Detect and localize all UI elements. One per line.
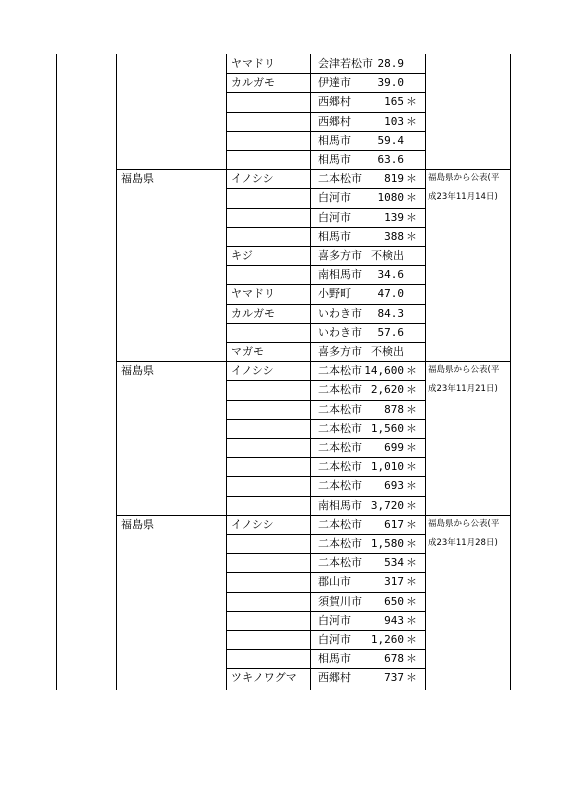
- exceed-mark: ＊: [406, 537, 417, 550]
- city-cell: 須賀川市: [318, 594, 362, 608]
- species-cell: カルガモ: [231, 306, 275, 320]
- species-cell: ツキノワグマ: [231, 671, 297, 685]
- remark-cell: 福島県から公表(平: [428, 365, 500, 376]
- city-cell: 相馬市: [318, 133, 351, 147]
- city-cell: 白河市: [318, 210, 351, 224]
- exceed-mark: ＊: [406, 421, 417, 435]
- value-cell: 不検出: [371, 345, 404, 358]
- exceed-mark: ＊: [406, 95, 417, 109]
- value-cell: 943: [384, 613, 404, 627]
- value-cell: 不検出: [371, 249, 404, 262]
- city-cell: 白河市: [318, 633, 351, 646]
- value-cell: 3,720: [370, 498, 404, 512]
- city-cell: 二本松市: [318, 364, 362, 378]
- value-cell: 47.0: [377, 287, 404, 301]
- value-cell: 28.9: [377, 57, 404, 70]
- remark-cell: 成23年11月28日): [428, 538, 498, 548]
- value-cell: 63.6: [377, 153, 404, 166]
- exceed-mark: ＊: [406, 498, 417, 512]
- table-column-rule: [56, 54, 57, 690]
- value-cell: 2,620: [370, 383, 404, 397]
- city-cell: 相馬市: [318, 229, 351, 243]
- species-cell: ヤマドリ: [231, 57, 275, 70]
- exceed-mark: ＊: [406, 441, 417, 454]
- city-cell: 二本松市: [318, 402, 362, 416]
- city-cell: 二本松市: [318, 479, 362, 493]
- remark-cell: 福島県から公表(平: [428, 173, 500, 184]
- city-cell: いわき市: [318, 306, 362, 320]
- value-cell: 39.0: [377, 76, 404, 90]
- city-cell: 西郷村: [318, 114, 351, 128]
- city-cell: 二本松市: [318, 537, 362, 550]
- value-cell: 1,260: [370, 633, 404, 646]
- value-cell: 1,580: [370, 537, 404, 550]
- prefecture-cell: 福島県: [121, 517, 154, 531]
- species-cell: イノシシ: [231, 172, 274, 186]
- city-cell: いわき市: [318, 325, 362, 339]
- value-cell: 1,560: [370, 421, 404, 435]
- value-cell: 819: [384, 172, 404, 186]
- value-cell: 737: [384, 671, 404, 685]
- city-cell: 南相馬市: [318, 268, 362, 282]
- city-cell: 白河市: [318, 191, 351, 205]
- exceed-mark: ＊: [406, 517, 417, 531]
- value-cell: 617: [384, 517, 404, 531]
- city-cell: 喜多方市: [318, 345, 362, 358]
- remark-cell: 成23年11月21日): [428, 384, 498, 395]
- value-cell: 388: [384, 229, 404, 243]
- city-cell: 二本松市: [318, 517, 362, 531]
- city-cell: 西郷村: [318, 671, 351, 685]
- table-column-rule: [510, 54, 511, 690]
- city-cell: 二本松市: [318, 421, 362, 435]
- exceed-mark: ＊: [406, 210, 417, 224]
- value-cell: 317: [384, 575, 404, 589]
- exceed-mark: ＊: [406, 479, 417, 493]
- city-cell: 会津若松市: [318, 57, 373, 70]
- city-cell: 二本松市: [318, 441, 362, 454]
- exceed-mark: ＊: [406, 652, 417, 666]
- exceed-mark: ＊: [406, 613, 417, 627]
- prefecture-cell: 福島県: [121, 172, 154, 186]
- value-cell: 34.6: [377, 268, 404, 282]
- city-cell: 二本松市: [318, 460, 362, 474]
- city-cell: 白河市: [318, 613, 351, 627]
- value-cell: 699: [384, 441, 404, 454]
- exceed-mark: ＊: [406, 402, 417, 416]
- city-cell: 小野町: [318, 287, 351, 301]
- species-cell: ヤマドリ: [231, 287, 275, 301]
- value-cell: 650: [384, 594, 404, 608]
- species-cell: キジ: [231, 249, 253, 262]
- exceed-mark: ＊: [406, 364, 417, 378]
- value-cell: 693: [384, 479, 404, 493]
- exceed-mark: ＊: [406, 556, 417, 570]
- value-cell: 59.4: [377, 133, 404, 147]
- exceed-mark: ＊: [406, 191, 417, 205]
- value-cell: 139: [384, 210, 404, 224]
- prefecture-cell: 福島県: [121, 364, 154, 378]
- value-cell: 165: [384, 95, 404, 109]
- exceed-mark: ＊: [406, 229, 417, 243]
- city-cell: 南相馬市: [318, 498, 362, 512]
- value-cell: 84.3: [377, 306, 404, 320]
- city-cell: 郡山市: [318, 575, 351, 589]
- city-cell: 二本松市: [318, 172, 362, 186]
- species-cell: マガモ: [231, 345, 264, 358]
- species-cell: カルガモ: [231, 76, 275, 90]
- value-cell: 103: [384, 114, 404, 128]
- city-cell: 伊達市: [318, 76, 351, 90]
- city-cell: 喜多方市: [318, 249, 362, 262]
- value-cell: 14,600: [364, 364, 404, 378]
- exceed-mark: ＊: [406, 114, 417, 128]
- value-cell: 534: [384, 556, 404, 570]
- remark-cell: 福島県から公表(平: [428, 518, 500, 529]
- city-cell: 二本松市: [318, 556, 362, 570]
- city-cell: 相馬市: [318, 153, 351, 166]
- value-cell: 1,010: [370, 460, 404, 474]
- remark-cell: 成23年11月14日): [428, 192, 498, 203]
- city-cell: 西郷村: [318, 95, 351, 109]
- table-column-rule: [116, 54, 117, 690]
- exceed-mark: ＊: [406, 575, 417, 589]
- city-cell: 二本松市: [318, 383, 362, 397]
- exceed-mark: ＊: [406, 671, 417, 685]
- table-column-rule: [425, 54, 426, 690]
- city-cell: 相馬市: [318, 652, 351, 666]
- exceed-mark: ＊: [406, 594, 417, 608]
- value-cell: 878: [384, 402, 404, 416]
- value-cell: 1080: [377, 191, 404, 205]
- species-cell: イノシシ: [231, 364, 274, 378]
- exceed-mark: ＊: [406, 633, 417, 646]
- value-cell: 57.6: [377, 325, 404, 339]
- exceed-mark: ＊: [406, 460, 417, 474]
- species-cell: イノシシ: [231, 517, 274, 531]
- value-cell: 678: [384, 652, 404, 666]
- exceed-mark: ＊: [406, 172, 417, 186]
- exceed-mark: ＊: [406, 383, 417, 397]
